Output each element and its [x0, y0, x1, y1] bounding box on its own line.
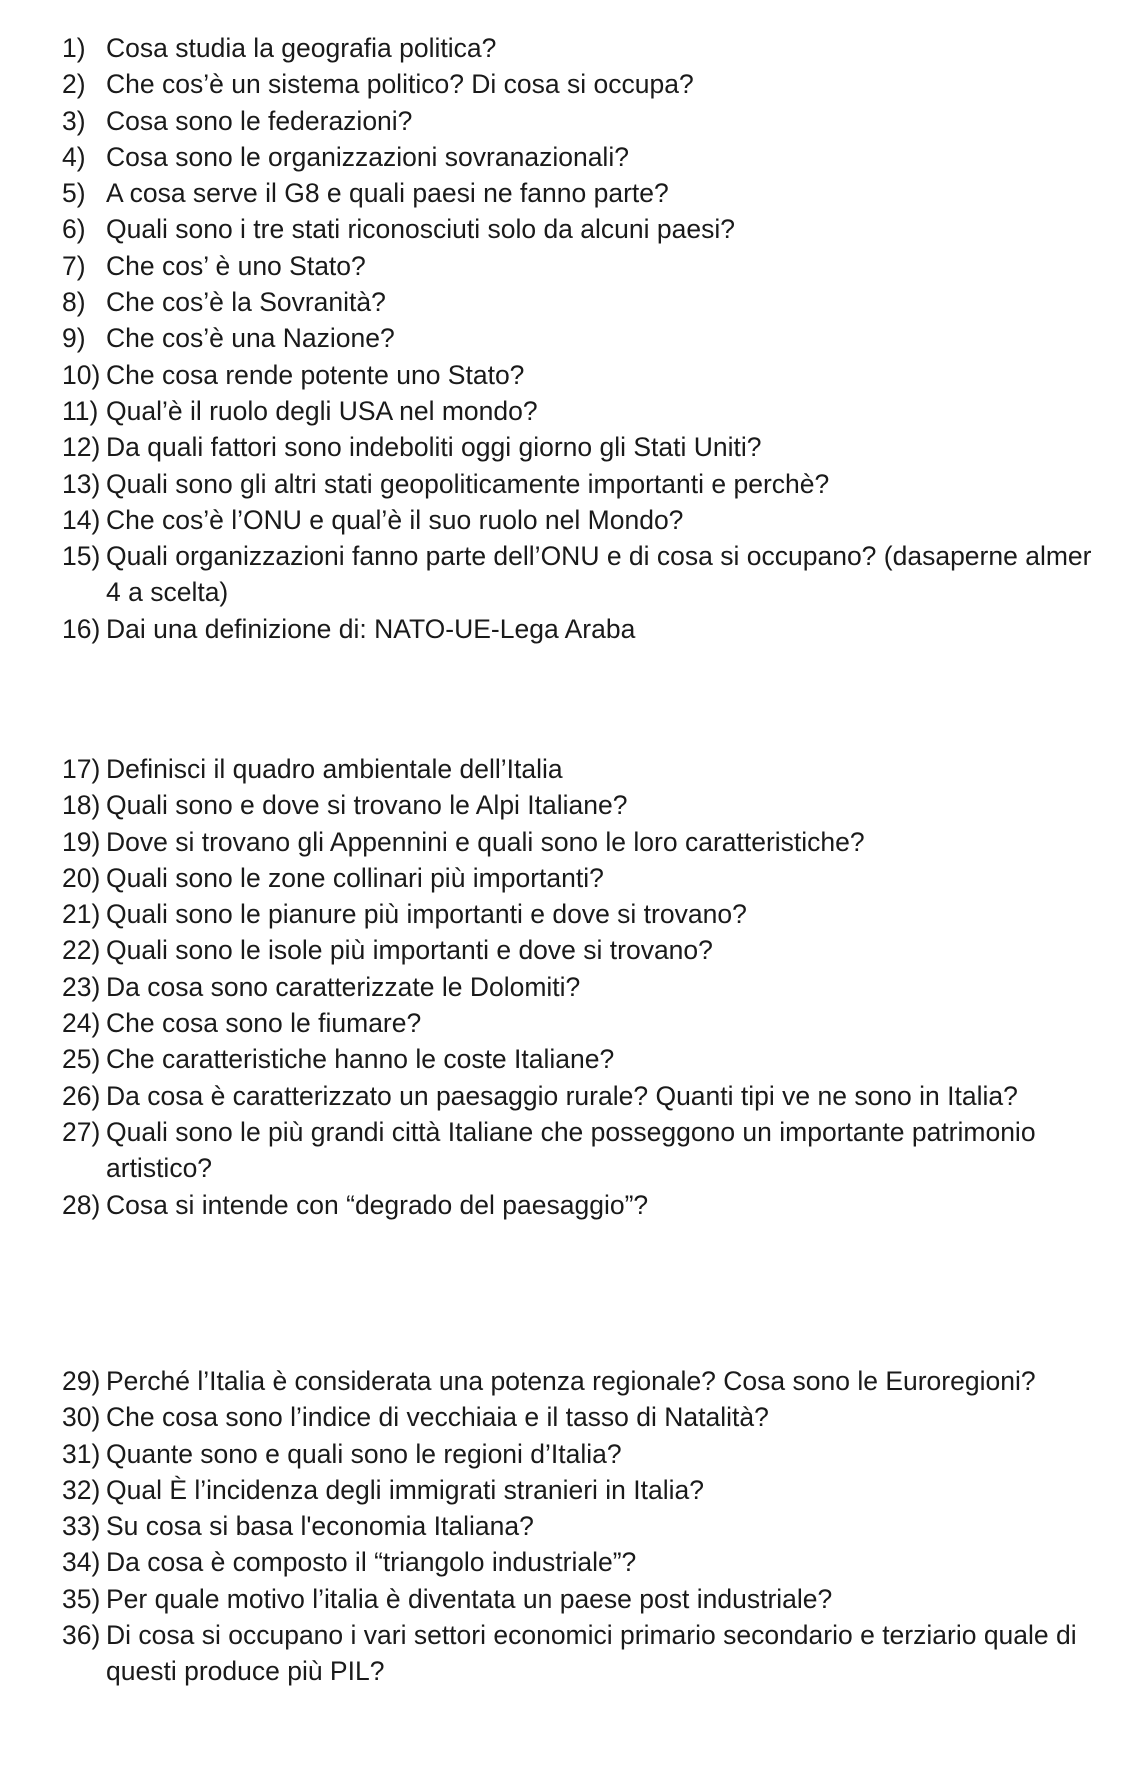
question-number: 8): [62, 287, 86, 318]
question-number: 24): [62, 1008, 101, 1039]
question-text: Quali sono le isole più importanti e dove si trovano?: [106, 935, 713, 966]
question-text: Che cos’è un sistema politico? Di cosa si occupa?: [106, 69, 694, 100]
question-item: [62, 1472, 1122, 1508]
question-number: 25): [62, 1044, 101, 1075]
question-text: Quali sono e dove si trovano le Alpi Italiane?: [106, 790, 628, 821]
question-number: 12): [62, 432, 101, 463]
question-item: [62, 284, 1122, 320]
question-item: [62, 66, 1122, 102]
question-number: 22): [62, 935, 101, 966]
question-item: [62, 824, 1122, 860]
question-number: 3): [62, 105, 86, 136]
question-number: 2): [62, 69, 86, 100]
question-number: 26): [62, 1080, 101, 1111]
question-text: Che cosa sono l’indice di vecchiaia e il tasso di Natalità?: [106, 1402, 769, 1433]
question-item: [62, 860, 1122, 896]
question-number: 6): [62, 214, 86, 245]
question-text: Quali sono le zone collinari più importanti?: [106, 862, 604, 893]
question-text: Quali sono gli altri stati geopoliticamente importanti e perchè?: [106, 468, 830, 499]
question-text: Che cosa sono le fiumare?: [106, 1008, 422, 1039]
question-item: [62, 1436, 1122, 1472]
question-item: [62, 30, 1122, 66]
question-text: Definisci il quadro ambientale dell’Italia: [106, 754, 563, 784]
question-item: [62, 139, 1122, 175]
question-item-continuation: [62, 1653, 1122, 1689]
question-number: 10): [62, 359, 101, 390]
question-text: Da quali fattori sono indeboliti oggi giorno gli Stati Uniti?: [106, 432, 762, 463]
question-text: Che cos’è l’ONU e qual’è il suo ruolo nel Mondo?: [106, 504, 684, 535]
question-text: Di cosa si occupano i vari settori economici primario secondario e terziario quale di: [106, 1620, 1077, 1651]
question-text: Cosa studia la geografia politica?: [106, 33, 497, 63]
question-number: 13): [62, 468, 101, 499]
question-text: Che cosa rende potente uno Stato?: [106, 359, 525, 390]
question-number: 32): [62, 1474, 101, 1505]
question-number: 16): [62, 613, 101, 644]
question-item: [62, 1187, 1122, 1223]
question-item: [62, 320, 1122, 356]
question-number: 18): [62, 790, 101, 821]
question-number: 9): [62, 323, 86, 354]
question-number: 36): [62, 1620, 101, 1651]
question-text: Per quale motivo l’italia è diventata un paese post industriale?: [106, 1583, 833, 1614]
question-text: Quante sono e quali sono le regioni d’Italia?: [106, 1438, 622, 1469]
question-text: Da cosa è composto il “triangolo industriale”?: [106, 1547, 637, 1578]
question-text: Perché l’Italia è considerata una potenza regionale? Cosa sono le Euroregioni?: [106, 1366, 1036, 1396]
question-number: 1): [62, 33, 86, 63]
question-text-continuation: artistico?: [106, 1153, 213, 1184]
question-text: Che cos’ è uno Stato?: [106, 250, 366, 281]
question-text: A cosa serve il G8 e quali paesi ne fanno parte?: [106, 178, 669, 209]
question-text-continuation: questi produce più PIL?: [106, 1656, 385, 1687]
question-item: [62, 466, 1122, 502]
question-item: [62, 248, 1122, 284]
question-number: 35): [62, 1583, 101, 1614]
question-item: [62, 538, 1122, 574]
question-text: Cosa si intende con “degrado del paesaggio”?: [106, 1189, 649, 1220]
question-number: 34): [62, 1547, 101, 1578]
question-item: [62, 429, 1122, 465]
question-text-continuation: 4 a scelta): [106, 577, 229, 608]
question-number: 27): [62, 1116, 101, 1147]
question-item: [62, 611, 1122, 647]
question-number: 33): [62, 1511, 101, 1542]
question-text: Quali sono i tre stati riconosciuti solo da alcuni paesi?: [106, 214, 735, 245]
question-number: 4): [62, 141, 86, 172]
question-item-continuation: [62, 574, 1122, 610]
question-item: [62, 393, 1122, 429]
question-item: [62, 1399, 1122, 1435]
question-item: [62, 1617, 1122, 1653]
question-number: 21): [62, 899, 101, 930]
question-group-geopolitics: [62, 30, 1122, 647]
question-text: Qual È l’incidenza degli immigrati stranieri in Italia?: [106, 1474, 704, 1505]
question-text: Su cosa si basa l'economia Italiana?: [106, 1511, 534, 1542]
question-item-continuation: [62, 1150, 1122, 1186]
question-item: [62, 502, 1122, 538]
question-text: Dai una definizione di: NATO-UE-Lega Araba: [106, 613, 636, 644]
question-group-italy-environment: [62, 751, 1122, 1223]
question-item: [62, 1078, 1122, 1114]
question-text: Dove si trovano gli Appennini e quali sono le loro caratteristiche?: [106, 826, 865, 857]
question-item: [62, 932, 1122, 968]
question-item: [62, 787, 1122, 823]
question-number: 31): [62, 1438, 101, 1469]
question-text: Che caratteristiche hanno le coste Italiane?: [106, 1044, 615, 1075]
question-number: 5): [62, 178, 86, 209]
question-number: 30): [62, 1402, 101, 1433]
question-item: [62, 1005, 1122, 1041]
question-text: Che cos’è una Nazione?: [106, 323, 395, 354]
question-item: [62, 357, 1122, 393]
question-number: 17): [62, 754, 101, 784]
question-text: Quali organizzazioni fanno parte dell’ONU e di cosa si occupano? (dasaperne almer: [106, 541, 1092, 572]
question-number: 28): [62, 1189, 101, 1220]
question-text: Quali sono le pianure più importanti e dove si trovano?: [106, 899, 747, 930]
question-text: Quali sono le più grandi città Italiane che posseggono un importante patrimonio: [106, 1116, 1036, 1147]
question-number: 7): [62, 250, 86, 281]
question-number: 15): [62, 541, 101, 572]
question-group-italy-society-economy: [62, 1363, 1122, 1690]
question-text: Da cosa sono caratterizzate le Dolomiti?: [106, 971, 581, 1002]
question-item: [62, 103, 1122, 139]
question-number: 19): [62, 826, 101, 857]
question-item: [62, 1508, 1122, 1544]
question-item: [62, 175, 1122, 211]
question-item: [62, 211, 1122, 247]
question-number: 11): [62, 395, 99, 426]
question-text: Cosa sono le federazioni?: [106, 105, 413, 136]
question-item: [62, 896, 1122, 932]
question-text: Da cosa è caratterizzato un paesaggio rurale? Quanti tipi ve ne sono in Italia?: [106, 1080, 1018, 1111]
question-number: 20): [62, 862, 101, 893]
question-text: Che cos’è la Sovranità?: [106, 287, 386, 318]
question-item: [62, 1363, 1122, 1399]
question-item: [62, 969, 1122, 1005]
question-number: 29): [62, 1366, 101, 1396]
question-item: [62, 751, 1122, 787]
question-item: [62, 1041, 1122, 1077]
question-item: [62, 1114, 1122, 1150]
question-number: 23): [62, 971, 101, 1002]
question-text: Qual’è il ruolo degli USA nel mondo?: [106, 395, 538, 426]
question-text: Cosa sono le organizzazioni sovranazionali?: [106, 141, 629, 172]
question-item: [62, 1581, 1122, 1617]
question-number: 14): [62, 504, 101, 535]
question-item: [62, 1544, 1122, 1580]
